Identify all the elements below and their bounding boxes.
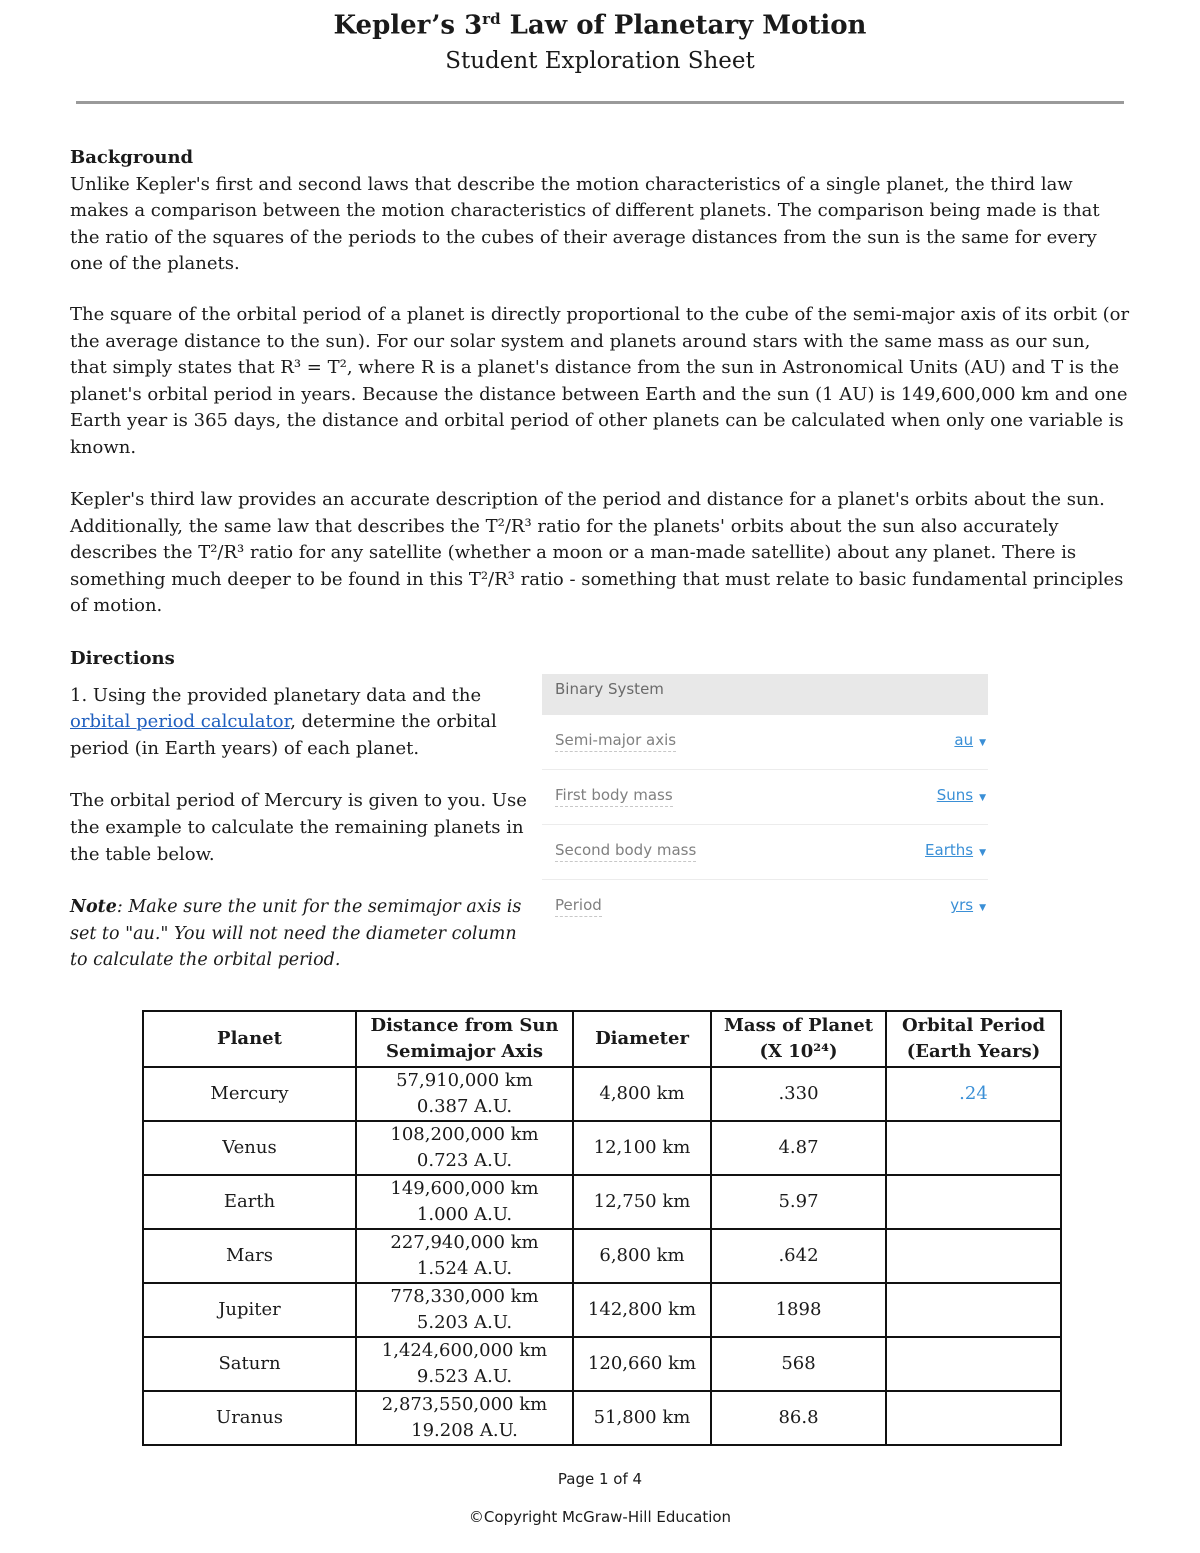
calculator-row-first-body-mass [542,770,988,825]
caret-down-icon: ▼ [979,738,986,748]
distance-au: 0.723 A.U. [416,1150,513,1171]
distance-au: 1.524 A.U. [416,1258,513,1279]
planet-data-table [142,1010,1062,1446]
background-paragraph-3-block [70,487,1130,620]
unit-selector-earths[interactable] [925,841,986,859]
header-mass [711,1011,886,1067]
caret-down-icon: ▼ [979,903,986,913]
unit-selector-yrs[interactable] [950,896,986,914]
header-line: (X 10²⁴) [759,1041,838,1062]
cell-diameter: 6,800 km [573,1229,711,1283]
calculator-row-second-body-mass [542,825,988,880]
cell-mass: 86.8 [711,1391,886,1445]
unit-selector-suns[interactable] [937,786,986,804]
calculator-label: Semi-major axis [555,731,676,752]
distance-au: 0.387 A.U. [416,1096,513,1117]
cell-orbital-period [886,1283,1061,1337]
cell-planet: Jupiter [143,1283,356,1337]
distance-au: 5.203 A.U. [416,1312,513,1333]
calculator-row-period [542,880,988,934]
table-row [143,1283,1061,1337]
calculator-label: First body mass [555,786,673,807]
background-paragraph-2: The square of the orbital period of a planet is directly proportional to the cube of the semi-major axis of its orbit (or the average distance to the sun). For our solar system and planets around stars with the same mass as our sun, that simply states that R³ = T², where R is a planet's distance from the sun in Astronomical Units (AU) and T is the planet's orbital period in years. Because the distance between Earth and the sun (1 AU) is 149,600,000 km and one Earth year is 365 days, the distance and orbital period of other planets can be calculated when only one variable is known. [70,304,1130,458]
page-number: Page 1 of 4 [557,1470,643,1488]
cell-distance [356,1229,573,1283]
cell-planet: Venus [143,1121,356,1175]
directions-heading: Directions [70,648,175,669]
cell-orbital-period [886,1175,1061,1229]
distance-au: 1.000 A.U. [416,1204,513,1225]
header-line: Mass of Planet [723,1015,874,1036]
cell-distance [356,1391,573,1445]
cell-diameter: 51,800 km [573,1391,711,1445]
unit-value: yrs [950,896,974,914]
header-divider [76,101,1124,104]
background-section [70,145,1130,278]
cell-distance [356,1175,573,1229]
cell-mass: .330 [711,1067,886,1121]
note-text: : Make sure the unit for the semimajor axis is set to "au." You will not need the diameter column to calculate the orbital period. [70,897,522,971]
cell-orbital-period [886,1229,1061,1283]
cell-orbital-period [886,1337,1061,1391]
cell-mass: 1898 [711,1283,886,1337]
table-header-row [143,1011,1061,1067]
header-line: Orbital Period [901,1015,1046,1036]
distance-au: 19.208 A.U. [411,1420,518,1441]
table-row [143,1391,1061,1445]
directions-example: The orbital period of Mercury is given to you. Use the example to calculate the remaining planets in the table below. [70,790,527,865]
cell-diameter: 120,660 km [573,1337,711,1391]
distance-km: 108,200,000 km [390,1124,539,1145]
header-distance [356,1011,573,1067]
table-row [143,1229,1061,1283]
title-superscript: rd [482,10,501,28]
directions-section [70,646,530,1000]
caret-down-icon: ▼ [979,848,986,858]
table-row [143,1337,1061,1391]
header-planet: Planet [143,1011,356,1067]
cell-planet: Saturn [143,1337,356,1391]
cell-orbital-period [886,1391,1061,1445]
cell-planet: Earth [143,1175,356,1229]
background-heading: Background [70,147,194,168]
cell-diameter: 142,800 km [573,1283,711,1337]
cell-planet: Mars [143,1229,356,1283]
header-line: (Earth Years) [906,1041,1041,1062]
orbital-period-calculator-link[interactable]: orbital period calculator [70,711,291,733]
calculator-row-semi-major-axis [542,715,988,770]
cell-diameter: 12,100 km [573,1121,711,1175]
header-orbital-period [886,1011,1061,1067]
cell-diameter: 4,800 km [573,1067,711,1121]
step-1-text-end: , determine the orbital period (in Earth years) of each planet. [70,711,497,759]
header-diameter: Diameter [573,1011,711,1067]
cell-distance [356,1067,573,1121]
cell-mass: 5.97 [711,1175,886,1229]
unit-selector-au[interactable] [954,731,986,749]
calculator-label: Period [555,896,602,917]
background-paragraph-1: Unlike Kepler's first and second laws that describe the motion characteristics of a single planet, the third law makes a comparison between the motion characteristics of different planets. The comparison being made is that the ratio of the squares of the periods to the cubes of their average distances from the sun is the same for every one of the planets. [70,173,1100,275]
distance-km: 57,910,000 km [396,1070,533,1091]
document-title [0,10,1200,41]
background-paragraph-3: Kepler's third law provides an accurate description of the period and distance for a planet's orbits about the sun. Additionally, the same law that describes the T²/R³ ratio for the planets' orbits about the sun also accurately describes the T²/R³ ratio for any satellite (whether a moon or a man-made satellite) about any planet. There is something much deeper to be found in this T²/R³ ratio - something that must relate to basic fundamental principles of motion. [70,489,1124,617]
calculator-label: Second body mass [555,841,696,862]
cell-orbital-period [886,1121,1061,1175]
cell-planet: Mercury [143,1067,356,1121]
cell-orbital-period: .24 [886,1067,1061,1121]
distance-km: 227,940,000 km [390,1232,539,1253]
cell-mass: 4.87 [711,1121,886,1175]
header-line: Semimajor Axis [386,1041,543,1062]
cell-distance [356,1121,573,1175]
cell-diameter: 12,750 km [573,1175,711,1229]
copyright-notice: ©Copyright McGraw-Hill Education [468,1508,732,1526]
document-subtitle: Student Exploration Sheet [445,48,755,74]
distance-km: 149,600,000 km [390,1178,539,1199]
table-row [143,1175,1061,1229]
calculator-title: Binary System [542,674,988,715]
step-1-text: 1. Using the provided planetary data and the [70,684,482,706]
distance-km: 2,873,550,000 km [381,1394,548,1415]
table-row [143,1121,1061,1175]
cell-mass: .642 [711,1229,886,1283]
cell-mass: 568 [711,1337,886,1391]
caret-down-icon: ▼ [979,793,986,803]
cell-distance [356,1283,573,1337]
table-row [143,1067,1061,1121]
cell-distance [356,1337,573,1391]
background-paragraph-2-block [70,302,1130,462]
distance-au: 9.523 A.U. [416,1366,513,1387]
binary-system-calculator [542,674,988,934]
distance-km: 1,424,600,000 km [381,1340,548,1361]
cell-planet: Uranus [143,1391,356,1445]
directions-note [70,894,530,974]
title-text: Kepler’s 3 [333,10,483,41]
distance-km: 778,330,000 km [390,1286,539,1307]
directions-step-1 [70,683,530,763]
header-line: Distance from Sun [370,1015,559,1036]
unit-value: Earths [925,841,974,859]
title-text-end: Law of Planetary Motion [500,10,867,41]
note-label: Note [70,897,117,918]
unit-value: au [954,731,974,749]
unit-value: Suns [936,786,974,804]
